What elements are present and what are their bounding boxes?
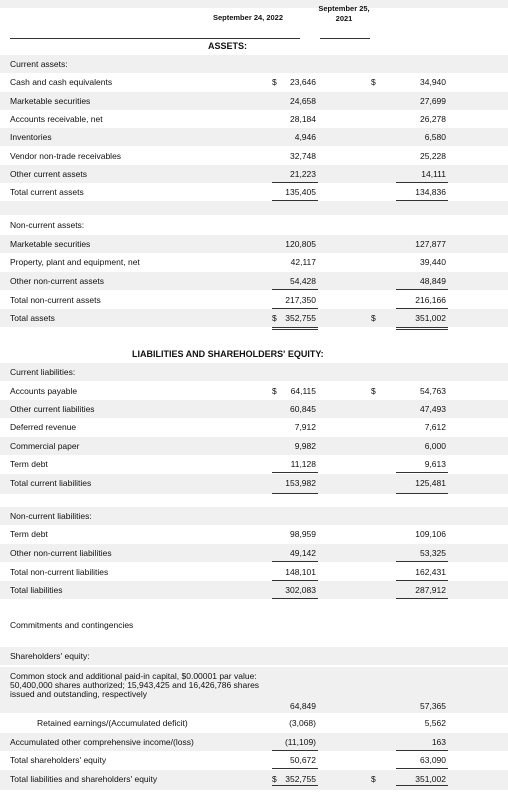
row-label: Retained earnings/(Accumulated deficit)	[37, 718, 188, 728]
value-2021: 7,612	[424, 422, 446, 432]
column-header-2022: September 24, 2022	[212, 13, 284, 22]
value-2021: 57,365	[420, 701, 446, 711]
value-2021: 127,877	[415, 239, 446, 249]
row-label: Total current liabilities	[10, 478, 92, 488]
underline	[396, 289, 448, 290]
table-row	[0, 110, 508, 128]
value-2022: (11,109)	[284, 737, 316, 747]
value-2021: 48,849	[420, 276, 446, 286]
value-2021: 5,562	[424, 718, 446, 728]
table-row	[0, 253, 508, 271]
value-2022: (3,068)	[289, 718, 316, 728]
table-row	[0, 714, 508, 732]
row-label: Term debt	[10, 459, 48, 469]
table-row	[0, 165, 508, 183]
value-2022: 217,350	[285, 295, 316, 305]
value-2022: 7,912	[294, 422, 316, 432]
table-row	[0, 544, 508, 562]
underline	[272, 493, 318, 494]
row-label: Accounts receivable, net	[10, 114, 103, 124]
value-2021: 53,325	[420, 548, 446, 558]
value-2021: 14,111	[421, 169, 446, 179]
value-2022: 23,646	[290, 77, 316, 87]
row-label: Marketable securities	[10, 239, 91, 249]
row-label: Term debt	[10, 529, 48, 539]
total-row	[0, 581, 508, 599]
row-label: Other current assets	[10, 169, 88, 179]
row-label: Shareholders' equity:	[10, 651, 90, 661]
underline	[272, 561, 318, 562]
value-2022: 32,748	[290, 151, 316, 161]
value-2021: 47,493	[420, 404, 446, 414]
header-rule-1	[10, 38, 300, 39]
row-label: Total liabilities	[10, 585, 63, 595]
row-label: Accounts payable	[10, 386, 78, 396]
value-2021: 54,763	[420, 386, 446, 396]
value-2022: 135,405	[285, 187, 316, 197]
header-shade	[0, 0, 508, 8]
value-2021: 125,481	[415, 478, 446, 488]
value-2021: 163	[431, 737, 446, 747]
underline	[396, 472, 448, 473]
total-row	[0, 309, 508, 327]
value-2021: 134,836	[415, 187, 446, 197]
total-row	[0, 751, 508, 769]
row-label: Deferred revenue	[10, 422, 77, 432]
currency-symbol: $	[272, 313, 277, 323]
row-label: Inventories	[10, 132, 52, 142]
value-2021: 162,431	[415, 567, 446, 577]
table-row	[0, 128, 508, 146]
underline	[272, 785, 318, 786]
row-label: Total liabilities and shareholders' equity	[10, 774, 158, 784]
row-label: Property, plant and equipment, net	[10, 257, 140, 267]
value-2022: 64,849	[290, 701, 316, 711]
common-stock-label: Common stock and additional paid-in capital, $0.00001 par value: 50,400,000 shares authorized; 15,943,425 and 16,426,786 shares issued and outstanding, respectively	[10, 671, 260, 699]
underline	[272, 472, 318, 473]
table-row	[0, 147, 508, 165]
table-row	[0, 437, 508, 455]
table-row	[0, 455, 508, 473]
row-label: Total non-current assets	[10, 295, 101, 305]
commitments-row	[0, 616, 508, 634]
row-label: Marketable securities	[10, 96, 91, 106]
section-heading	[0, 55, 508, 73]
liabilities-section-title: LIABILITIES AND SHAREHOLDERS' EQUITY:	[132, 349, 324, 359]
underline	[272, 768, 318, 769]
underline	[272, 598, 318, 599]
section-heading	[0, 363, 508, 381]
currency-symbol: $	[371, 774, 376, 784]
section-heading	[0, 647, 508, 665]
currency-symbol: $	[371, 386, 376, 396]
row-label: Total assets	[10, 313, 55, 323]
value-2021: 351,002	[415, 313, 446, 323]
value-2021: 63,090	[420, 755, 446, 765]
underline	[272, 289, 318, 290]
value-2021: 287,912	[415, 585, 446, 595]
value-2021: 26,278	[420, 114, 446, 124]
table-row	[0, 92, 508, 110]
row-label: Total shareholders' equity	[10, 755, 107, 765]
header-rule-2	[320, 38, 370, 39]
row-label: Total non-current liabilities	[10, 567, 109, 577]
row-label: Cash and cash equivalents	[10, 77, 113, 87]
row-label: Other current liabilities	[10, 404, 95, 414]
underline	[396, 785, 448, 786]
currency-symbol: $	[272, 77, 277, 87]
value-2022: 148,101	[285, 567, 316, 577]
row-label: Vendor non-trade receivables	[10, 151, 122, 161]
value-2022: 98,959	[290, 529, 316, 539]
value-2022: 352,755	[285, 774, 316, 784]
row-label: Commercial paper	[10, 441, 80, 451]
row-label: Other non-current assets	[10, 276, 105, 286]
assets-section-title: ASSETS:	[208, 41, 248, 51]
row-label: Non-current assets:	[10, 220, 85, 230]
row-label: Total current assets	[10, 187, 84, 197]
table-row	[0, 73, 508, 91]
total-row	[0, 183, 508, 201]
value-2022: 28,184	[290, 114, 316, 124]
value-2021: 39,440	[420, 257, 446, 267]
underline	[396, 768, 448, 769]
table-row	[0, 418, 508, 436]
table-row	[0, 400, 508, 418]
section-heading	[0, 216, 508, 234]
double-underline	[272, 327, 318, 330]
value-2021: 9,613	[424, 459, 446, 469]
total-row	[0, 291, 508, 309]
value-2022: 11,128	[290, 459, 316, 469]
underline	[396, 561, 448, 562]
value-2022: 42,117	[290, 257, 316, 267]
value-2022: 21,223	[290, 169, 316, 179]
value-2022: 9,982	[294, 441, 316, 451]
value-2021: 6,580	[424, 132, 446, 142]
table-row	[0, 525, 508, 543]
total-row	[0, 474, 508, 494]
section-heading	[0, 507, 508, 525]
value-2022: 153,982	[285, 478, 316, 488]
table-row	[0, 733, 508, 751]
value-2022: 4,946	[294, 132, 316, 142]
value-2022: 302,083	[285, 585, 316, 595]
total-row	[0, 563, 508, 581]
table-row	[0, 272, 508, 290]
spacer-row	[0, 201, 508, 215]
table-row	[0, 235, 508, 253]
value-2022: 352,755	[285, 313, 316, 323]
double-underline	[396, 327, 448, 330]
currency-symbol: $	[371, 313, 376, 323]
value-2022: 50,672	[290, 755, 316, 765]
table-row	[0, 382, 508, 400]
value-2021: 216,166	[415, 295, 446, 305]
value-2022: 24,658	[290, 96, 316, 106]
value-2022: 120,805	[285, 239, 316, 249]
row-label: Non-current liabilities:	[10, 511, 92, 521]
underline	[396, 598, 448, 599]
currency-symbol: $	[272, 774, 277, 784]
value-2021: 34,940	[420, 77, 446, 87]
value-2022: 60,845	[290, 404, 316, 414]
currency-symbol: $	[371, 77, 376, 87]
value-2021: 27,699	[420, 96, 446, 106]
row-label: Commitments and contingencies	[10, 620, 134, 630]
row-label: Current liabilities:	[10, 367, 76, 377]
column-header-2021: September 25, 2021	[318, 4, 370, 23]
value-2021: 25,228	[420, 151, 446, 161]
row-label: Accumulated other comprehensive income/(loss)	[10, 737, 194, 747]
value-2022: 49,142	[290, 548, 316, 558]
value-2021: 351,002	[415, 774, 446, 784]
total-row	[0, 770, 508, 790]
value-2022: 64,115	[290, 386, 316, 396]
currency-symbol: $	[272, 386, 277, 396]
value-2021: 6,000	[424, 441, 446, 451]
value-2021: 109,106	[415, 529, 446, 539]
table-header	[0, 0, 508, 44]
row-label: Other non-current liabilities	[10, 548, 112, 558]
value-2022: 54,428	[290, 276, 316, 286]
underline	[396, 493, 448, 494]
row-label: Current assets:	[10, 59, 68, 69]
